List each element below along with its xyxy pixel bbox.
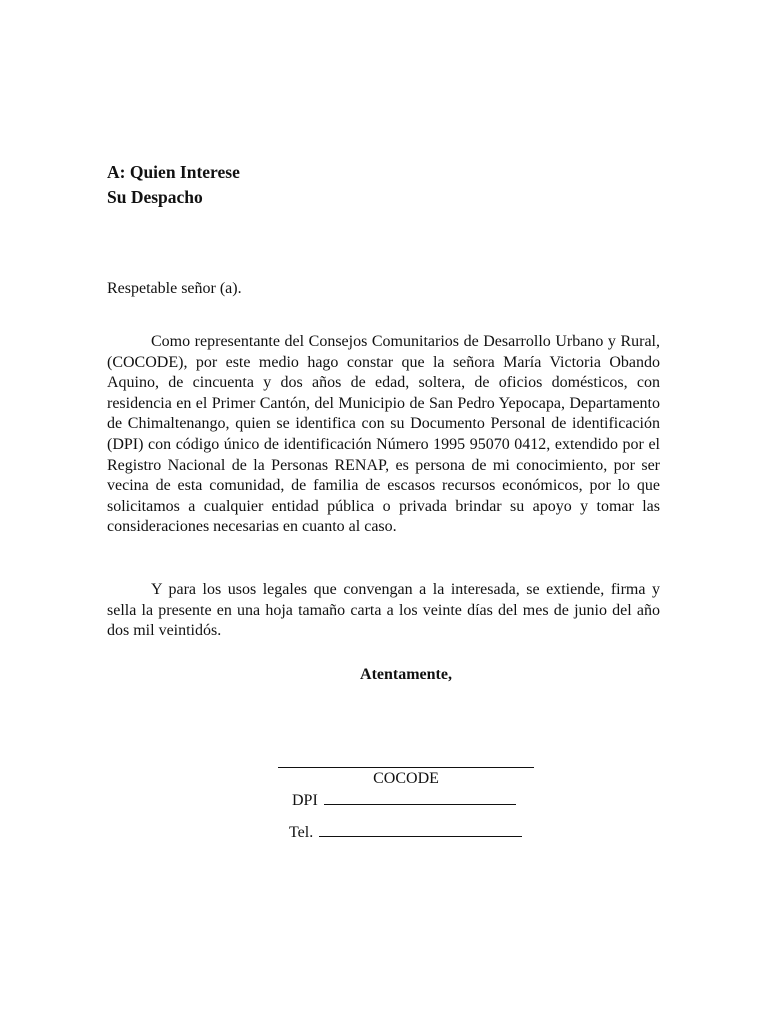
dpi-field [292, 790, 516, 811]
closing: Atentamente, [360, 666, 452, 683]
recipient-office: Su Despacho [107, 187, 203, 207]
salutation: Respetable señor (a). [107, 280, 242, 297]
signatory-name: COCODE [373, 770, 439, 787]
body-paragraph-1: Como representante del Consejos Comunitarios de Desarrollo Urbano y Rural, (COCODE), por este medio hago constar que la señora María Victoria Obando Aquino, de cincuenta y dos años de edad, soltera, de oficios domésticos, con residencia en el Primer Cantón, del Municipio de San Pedro Yepocapa, Departamento de Chimaltenango, quien se identifica con su Documento Personal de identificación (DPI) con código único de identificación Número 1995 95070 0412, extendido por el Registro Nacional de la Personas RENAP, es persona de mi conocimiento, por ser vecina de esta comunidad, de familia de escasos recursos económicos, por lo que solicitamos a cualquier entidad pública o privada brindar su apoyo y tomar las consideraciones necesarias en cuanto al caso. [107, 333, 660, 536]
recipient-line: A: Quien Interese [107, 162, 240, 182]
tel-blank-line [319, 822, 522, 837]
tel-field [289, 822, 522, 843]
dpi-blank-line [324, 790, 516, 805]
recipient-block [107, 160, 240, 210]
tel-label: Tel. [289, 824, 314, 841]
body-paragraph-2: Y para los usos legales que convengan a la interesada, se extiende, firma y sella la presente en una hoja tamaño carta a los veinte días del mes de junio del año dos mil veintidós. [107, 581, 660, 640]
dpi-label: DPI [292, 792, 318, 809]
